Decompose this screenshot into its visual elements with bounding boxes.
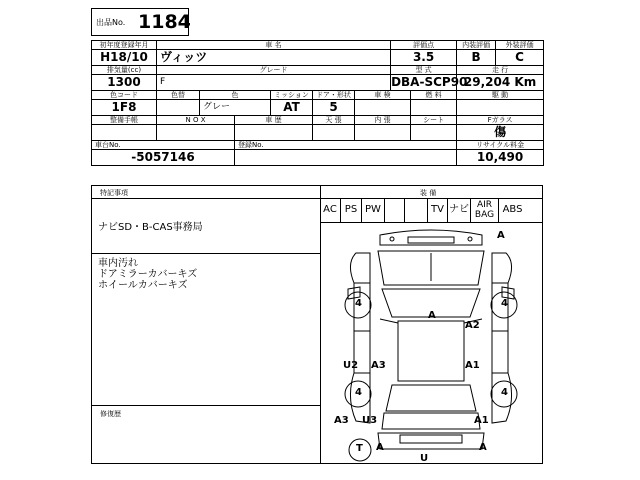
score-value: 3.5 (391, 50, 457, 66)
sunroof-value (313, 125, 355, 141)
repair-header (92, 405, 320, 418)
history-label: 車 歴 (235, 116, 313, 125)
displacement-value: 1300 (92, 75, 157, 91)
notes-line-4: ホイールカバーキズ (98, 280, 188, 291)
lot-box (91, 8, 189, 36)
maintenance-label: 整備手帳 (92, 116, 157, 125)
mission-label: ミッション (271, 91, 313, 100)
mark-rear-bumper-right: A (479, 442, 487, 453)
year-label: 初年度登録年月 (92, 41, 157, 50)
displacement-label: 排気量(cc) (92, 66, 157, 75)
color-code-value: 1F8 (92, 100, 157, 116)
mark-rear-bumper: U (420, 453, 429, 464)
mark-tire-fl: 4 (355, 298, 362, 309)
model-value: DBA-SCP90 (391, 75, 468, 89)
interior-value: B (457, 50, 496, 66)
doors-value: 5 (313, 100, 355, 116)
registration-value (235, 150, 457, 166)
equip-ac: AC (320, 198, 341, 222)
nox-value (157, 125, 235, 141)
mark-spare-tire: T (356, 443, 363, 454)
lot-number: 1184 (138, 11, 191, 33)
equipment-label: 装 備 (420, 189, 437, 197)
fuel-label: 燃 料 (411, 91, 457, 100)
mileage-value: 29,204 Km (457, 75, 544, 91)
inspection-value (355, 100, 411, 116)
interior-cover-value (355, 125, 411, 141)
equip-pw: PW (362, 198, 385, 222)
equip-ps: PS (341, 198, 362, 222)
car-name-label: 車 名 (157, 41, 391, 50)
drive-value (457, 100, 544, 116)
chassis-value: -5057146 (92, 150, 235, 166)
score-label: 評価点 (391, 41, 457, 50)
recycle-label: リサイクル料金 (457, 141, 544, 150)
year-value: H18/10 (92, 50, 157, 66)
history-value (235, 125, 313, 141)
nox-label: N O X (157, 116, 235, 125)
equip-airbag: AIR BAG (471, 198, 499, 222)
color-change-label: 色替 (157, 91, 200, 100)
notes-line-1: ナビSD・B-CAS事務局 (98, 222, 203, 233)
color-change-value (157, 100, 200, 116)
interior-label: 内装評価 (457, 41, 496, 50)
color-label: 色 (200, 91, 271, 100)
mark-rear-panel-left: U3 (362, 415, 378, 426)
maintenance-value (92, 125, 157, 141)
mark-hood: A (428, 310, 436, 321)
mark-rear-bumper-left: A (376, 442, 384, 453)
color-code-label: 色コード (92, 91, 157, 100)
mileage-label: 走 行 (457, 66, 544, 75)
mission-value: AT (271, 100, 313, 116)
recycle-value: 10,490 (457, 150, 544, 166)
roof-shape (398, 321, 464, 381)
seat-label: シート (411, 116, 457, 125)
mark-left-rear-door: A3 (371, 360, 386, 371)
sunroof-label: 天 張 (313, 116, 355, 125)
equip-abs: ABS (502, 204, 523, 215)
registration-label: 登録No. (235, 141, 457, 150)
grade-value: F (157, 75, 391, 91)
exterior-label: 外装評価 (496, 41, 544, 50)
tailgate-shape (382, 413, 480, 429)
color-value: グレー (200, 100, 271, 116)
interior-cover-label: 内 張 (355, 116, 411, 125)
mark-tire-rl: 4 (355, 387, 362, 398)
mark-right-quarter: A1 (474, 415, 489, 426)
repair-label: 修復歴 (100, 410, 121, 418)
seat-value (411, 125, 457, 141)
notes-line-2: 車内汚れ (98, 258, 138, 269)
notes-line-3: ドアミラーカバーキズ (98, 269, 198, 280)
car-diagram (320, 223, 542, 463)
grade-label: グレード (157, 66, 391, 75)
equip-navi: ナビ (448, 198, 471, 222)
notes-column (92, 186, 321, 463)
mark-tire-fr: 4 (501, 298, 508, 309)
glass-label: Fガラス (457, 116, 544, 125)
fuel-value (411, 100, 457, 116)
lower-section (91, 185, 543, 464)
mark-right-fender: A2 (465, 320, 480, 331)
mark-front-bumper: A (497, 230, 505, 241)
equip-blank-1 (385, 198, 405, 222)
mark-left-quarter: A3 (334, 415, 349, 426)
chassis-label: 車台No. (92, 141, 235, 150)
exterior-value: C (496, 50, 544, 66)
equipment-column (320, 186, 542, 463)
drive-label: 駆 動 (457, 91, 544, 100)
lot-label: 出品No. (96, 18, 126, 27)
model-label: 型 式 (391, 66, 457, 75)
equipment-row (320, 198, 542, 223)
rear-window-shape (386, 385, 476, 411)
grille-shape (408, 237, 454, 243)
equip-tv: TV (428, 198, 448, 222)
notes-label: 特記事項 (100, 189, 128, 197)
mark-left-rear-door-top: U2 (343, 360, 359, 371)
mark-tire-rr: 4 (501, 387, 508, 398)
vehicle-info-table (91, 40, 544, 166)
doors-label: ドア・形状 (313, 91, 355, 100)
notes-divider (92, 253, 320, 254)
inspection-label: 車 検 (355, 91, 411, 100)
notes-header (92, 186, 320, 199)
car-name-value: ヴィッツ (157, 50, 391, 66)
glass-value: 傷 (457, 125, 544, 141)
mark-right-rear-door: A1 (465, 360, 480, 371)
equip-blank-2 (405, 198, 428, 222)
